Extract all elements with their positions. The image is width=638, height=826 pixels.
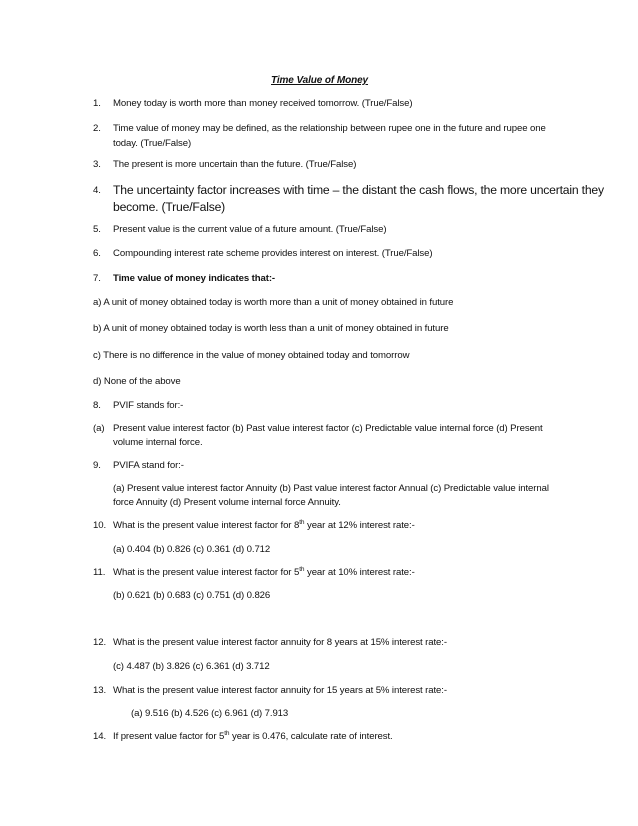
- q8-options-line1: Present value interest factor (b) Past value interest factor (c) Predictable value internal force (d) Present: [113, 423, 543, 434]
- q11-number: 11.: [93, 567, 106, 578]
- q2-text-line2: today. (True/False): [113, 138, 192, 149]
- q10-text: What is the present value interest factor for 8th year at 12% interest rate:-: [113, 518, 415, 531]
- q6-text: Compounding interest rate scheme provides interest on interest. (True/False): [113, 248, 433, 259]
- q10-options: (a) 0.404 (b) 0.826 (c) 0.361 (d) 0.712: [113, 544, 271, 555]
- q3-text: The present is more uncertain than the future. (True/False): [113, 159, 357, 170]
- q13-options: (a) 9.516 (b) 4.526 (c) 6.961 (d) 7.913: [131, 708, 289, 719]
- q9-options-line2: force Annuity (d) Present volume internal force Annuity.: [113, 497, 341, 508]
- q3-number: 3.: [93, 159, 101, 170]
- q1-text: Money today is worth more than money received tomorrow. (True/False): [113, 98, 413, 109]
- q4-number: 4.: [93, 185, 101, 196]
- q2-number: 2.: [93, 123, 101, 134]
- q4-text-line1: The uncertainty factor increases with time – the distant the cash flows, the more uncertain they: [113, 183, 604, 197]
- q9-options-line1: (a) Present value interest factor Annuity (b) Past value interest factor Annual (c) Predictable value internal: [113, 483, 549, 494]
- q7-option-a: a) A unit of money obtained today is worth more than a unit of money obtained in future: [93, 297, 454, 308]
- q12-text: What is the present value interest factor annuity for 8 years at 15% interest rate:-: [113, 637, 447, 648]
- q5-text: Present value is the current value of a future amount. (True/False): [113, 224, 387, 235]
- q5-number: 5.: [93, 224, 101, 235]
- page-title: Time Value of Money: [271, 75, 369, 86]
- q7-option-b: b) A unit of money obtained today is worth less than a unit of money obtained in future: [93, 323, 449, 334]
- q7-number: 7.: [93, 273, 101, 284]
- q12-options: (c) 4.487 (b) 3.826 (c) 6.361 (d) 3.712: [113, 661, 270, 672]
- q10-number: 10.: [93, 520, 107, 531]
- q7-option-d: d) None of the above: [93, 376, 181, 387]
- q13-number: 13.: [93, 685, 107, 696]
- q8-options-line2: volume internal force.: [113, 437, 203, 448]
- q14-text: If present value factor for 5th year is 0.476, calculate rate of interest.: [113, 729, 393, 742]
- q2-text-line1: Time value of money may be defined, as the relationship between rupee one in the future and rupee one: [113, 123, 546, 134]
- q8-text: PVIF stands for:-: [113, 400, 184, 411]
- q11-text: What is the present value interest factor for 5th year at 10% interest rate:-: [113, 565, 415, 578]
- q7-text: Time value of money indicates that:-: [113, 273, 276, 284]
- q9-text: PVIFA stand for:-: [113, 460, 184, 471]
- q13-text: What is the present value interest factor annuity for 15 years at 5% interest rate:-: [113, 685, 447, 696]
- q4-text-line2: become. (True/False): [113, 200, 226, 214]
- q1-number: 1.: [93, 98, 101, 109]
- q8-number: 8.: [93, 400, 101, 411]
- q6-number: 6.: [93, 248, 101, 259]
- q12-number: 12.: [93, 637, 107, 648]
- q14-number: 14.: [93, 731, 107, 742]
- q11-options: (b) 0.621 (b) 0.683 (c) 0.751 (d) 0.826: [113, 590, 271, 601]
- q8-option-label: (a): [93, 423, 105, 434]
- q7-option-c: c) There is no difference in the value of money obtained today and tomorrow: [93, 350, 410, 361]
- q9-number: 9.: [93, 460, 101, 471]
